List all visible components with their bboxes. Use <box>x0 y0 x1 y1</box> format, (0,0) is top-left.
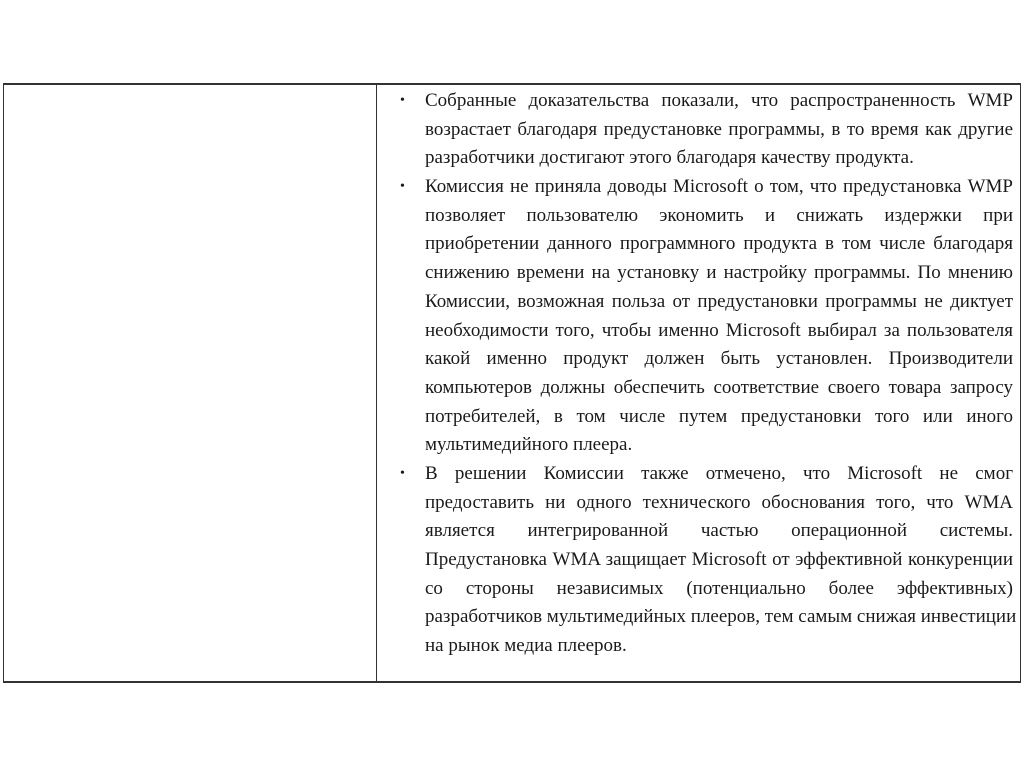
text-line: Комиссии, возможная польза от предустановки программы не диктует <box>425 290 1013 312</box>
bullet-icon: • <box>400 179 405 195</box>
text-line: разработчики достигают этого благодаря качеству продукта. <box>425 147 914 169</box>
text-line: потребителей, в том числе путем предустановки того или иного <box>425 405 1013 427</box>
text-line: Предустановка WMA защищает Microsoft от эффективной конкуренции <box>425 549 1013 570</box>
bullet-item <box>400 87 1013 173</box>
bullet-item <box>400 460 1017 661</box>
bullet-icon: • <box>400 465 405 481</box>
bullet-item <box>400 173 1013 460</box>
text-line: разработчиков мультимедийных плееров, тем самым снижая инвестиции <box>425 606 1017 628</box>
text-line: какой именно продукт должен быть установлен. Производители <box>425 348 1013 370</box>
text-line: необходимости того, чтобы именно Microsoft выбирал за пользователя <box>425 319 1013 341</box>
text-line: Собранные доказательства показали, что распространенность WMP <box>425 90 1013 111</box>
text-line: снижению времени на установку и настройку программы. По мнению <box>425 262 1013 284</box>
bullet-list <box>400 87 1017 661</box>
text-line: со стороны независимых (потенциально более эффективных) <box>425 577 1013 599</box>
text-line: позволяет пользователю экономить и снижать издержки при <box>425 204 1013 226</box>
text-line: компьютеров должны обеспечить соответствие своего товара запросу <box>425 376 1013 398</box>
text-line: является интегрированной частью операционной системы. <box>425 520 1013 542</box>
document-table <box>3 83 1021 683</box>
text-line: мультимедийного плеера. <box>425 434 633 456</box>
text-line: приобретении данного программного продукта в том числе благодаря <box>425 233 1013 255</box>
text-line: Комиссия не приняла доводы Microsoft о том, что предустановка WMP <box>425 176 1013 198</box>
right-table-cell <box>377 85 1020 681</box>
bullet-icon: • <box>400 93 405 108</box>
text-line: В решении Комиссии также отмечено, что Microsoft не смог <box>425 462 1013 484</box>
text-line: на рынок медиа плееров. <box>425 635 627 657</box>
left-table-cell <box>4 85 377 681</box>
text-line: возрастает благодаря предустановке программы, в то время как другие <box>425 118 1013 140</box>
text-line: предоставить ни одного технического обоснования того, что WMA <box>425 491 1013 513</box>
